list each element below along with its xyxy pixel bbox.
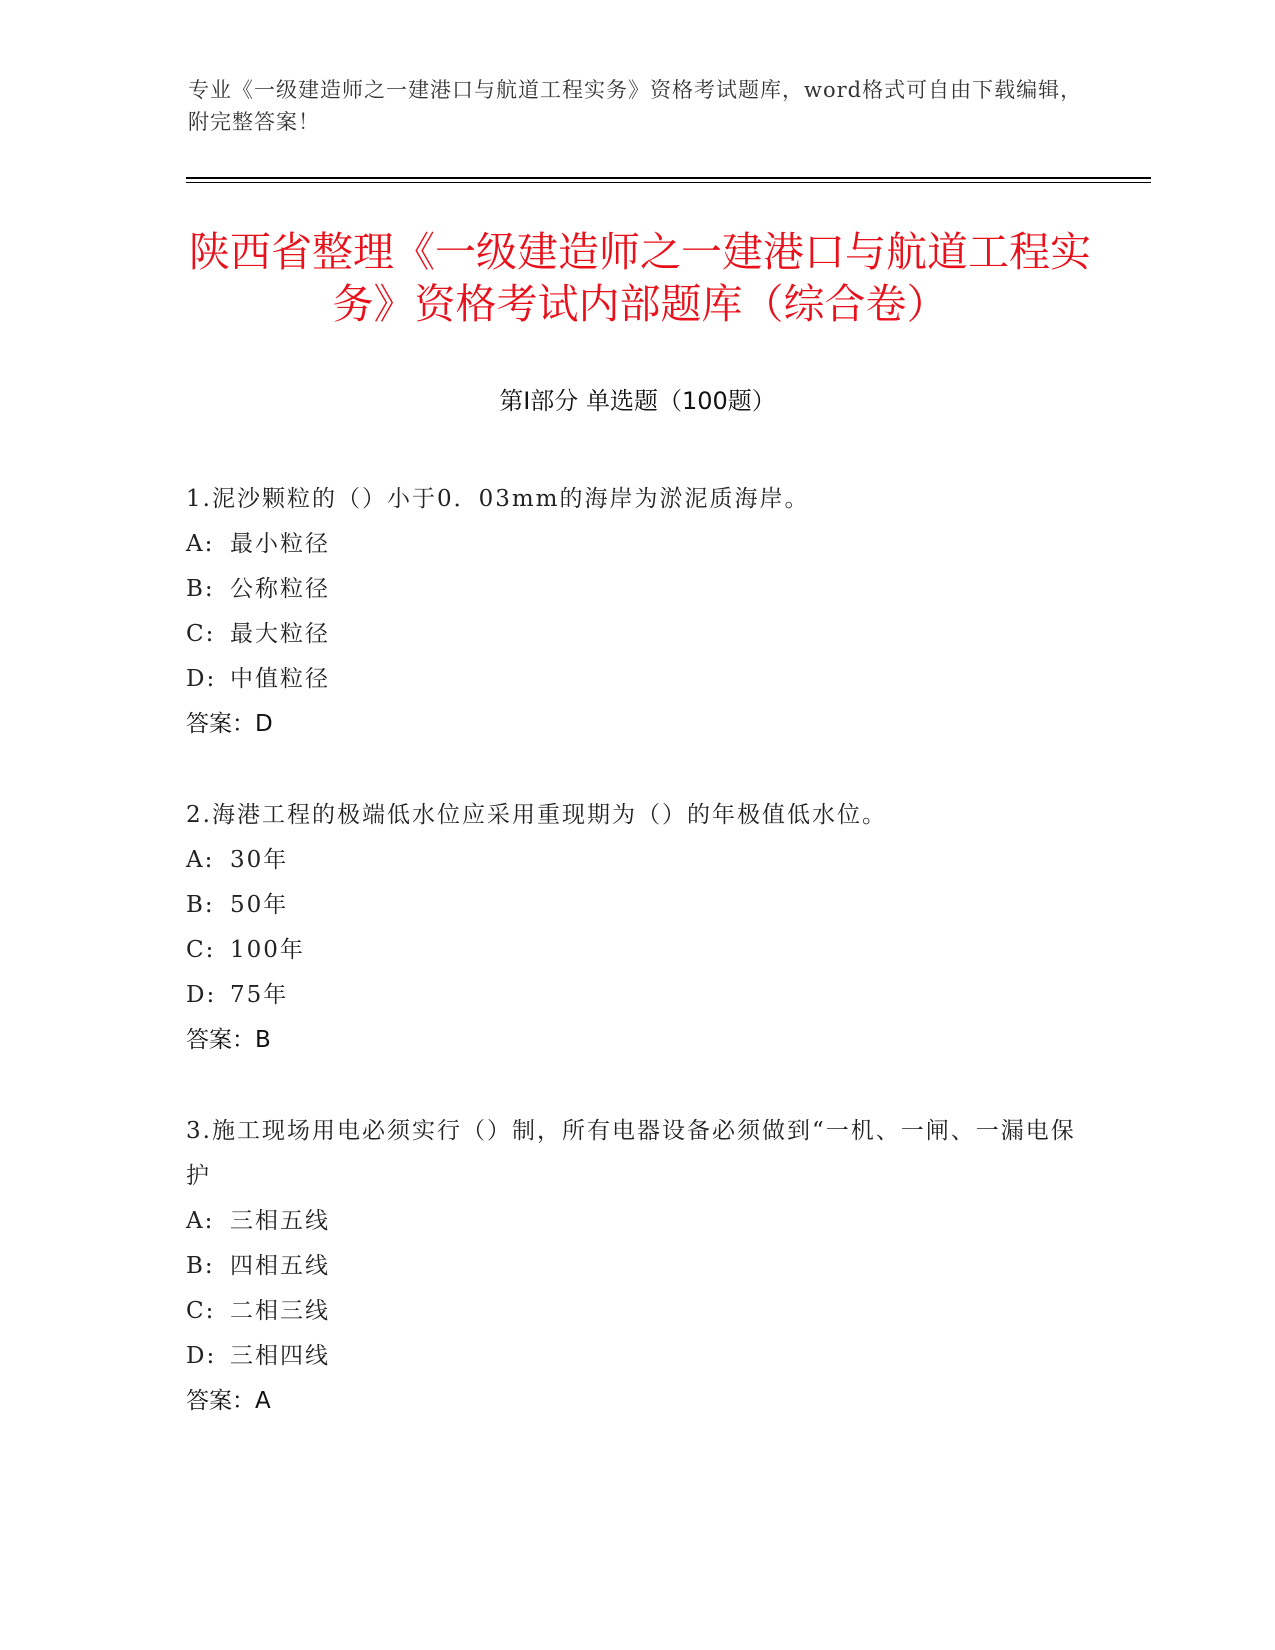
question-2 — [186, 793, 1086, 1063]
option-letter: A: — [186, 847, 215, 873]
question-list — [186, 477, 1086, 1470]
question-stem: 1.泥沙颗粒的（）小于0．03mm的海岸为淤泥质海岸。 — [186, 486, 810, 512]
answer-line: 答案：B — [186, 1027, 271, 1053]
option-text: 中值粒径 — [230, 666, 330, 692]
header-note: 专业《一级建造师之一建港口与航道工程实务》资格考试题库，word格式可自由下载编辑，附完整答案！ — [188, 78, 1083, 134]
option-c — [186, 928, 1086, 973]
option-letter: C: — [186, 1298, 216, 1324]
option-text: 最小粒径 — [230, 531, 330, 557]
question-3 — [186, 1109, 1086, 1424]
option-text: 二相三线 — [230, 1298, 330, 1324]
option-a — [186, 1199, 1086, 1244]
option-letter: B: — [186, 892, 215, 918]
option-letter: C: — [186, 621, 216, 647]
option-text: 公称粒径 — [230, 576, 330, 602]
answer-line: 答案：D — [186, 711, 273, 737]
option-d — [186, 1334, 1086, 1379]
section-title: 第Ⅰ部分 单选题（100题） — [499, 387, 776, 415]
option-letter: A: — [186, 531, 215, 557]
option-letter: D: — [186, 982, 217, 1008]
option-b — [186, 1244, 1086, 1289]
option-letter: B: — [186, 576, 215, 602]
option-text: 最大粒径 — [230, 621, 330, 647]
option-letter: A: — [186, 1208, 215, 1234]
option-text: 四相五线 — [230, 1253, 330, 1279]
option-letter: D: — [186, 1343, 217, 1369]
option-text: 100年 — [230, 937, 305, 963]
option-letter: C: — [186, 937, 216, 963]
option-d — [186, 657, 1086, 702]
option-letter: B: — [186, 1253, 215, 1279]
header-rule-thin — [186, 182, 1151, 183]
option-letter: D: — [186, 666, 217, 692]
option-c — [186, 612, 1086, 657]
option-a — [186, 838, 1086, 883]
option-text: 三相四线 — [230, 1343, 330, 1369]
option-b — [186, 567, 1086, 612]
option-text: 三相五线 — [230, 1208, 330, 1234]
option-text: 75年 — [230, 982, 289, 1008]
option-text: 50年 — [230, 892, 289, 918]
option-b — [186, 883, 1086, 928]
question-1 — [186, 477, 1086, 747]
question-stem: 3.施工现场用电必须实行（）制，所有电器设备必须做到“一机、一闸、一漏电保护 — [186, 1118, 1076, 1189]
option-c — [186, 1289, 1086, 1334]
document-title: 陕西省整理《一级建造师之一建港口与航道工程实务》资格考试内部题库（综合卷） — [189, 228, 1091, 328]
option-text: 30年 — [230, 847, 289, 873]
answer-line: 答案：A — [186, 1388, 271, 1414]
question-stem: 2.海港工程的极端低水位应采用重现期为（）的年极值低水位。 — [186, 802, 887, 828]
option-d — [186, 973, 1086, 1018]
option-a — [186, 522, 1086, 567]
header-rule-thick — [186, 177, 1151, 179]
